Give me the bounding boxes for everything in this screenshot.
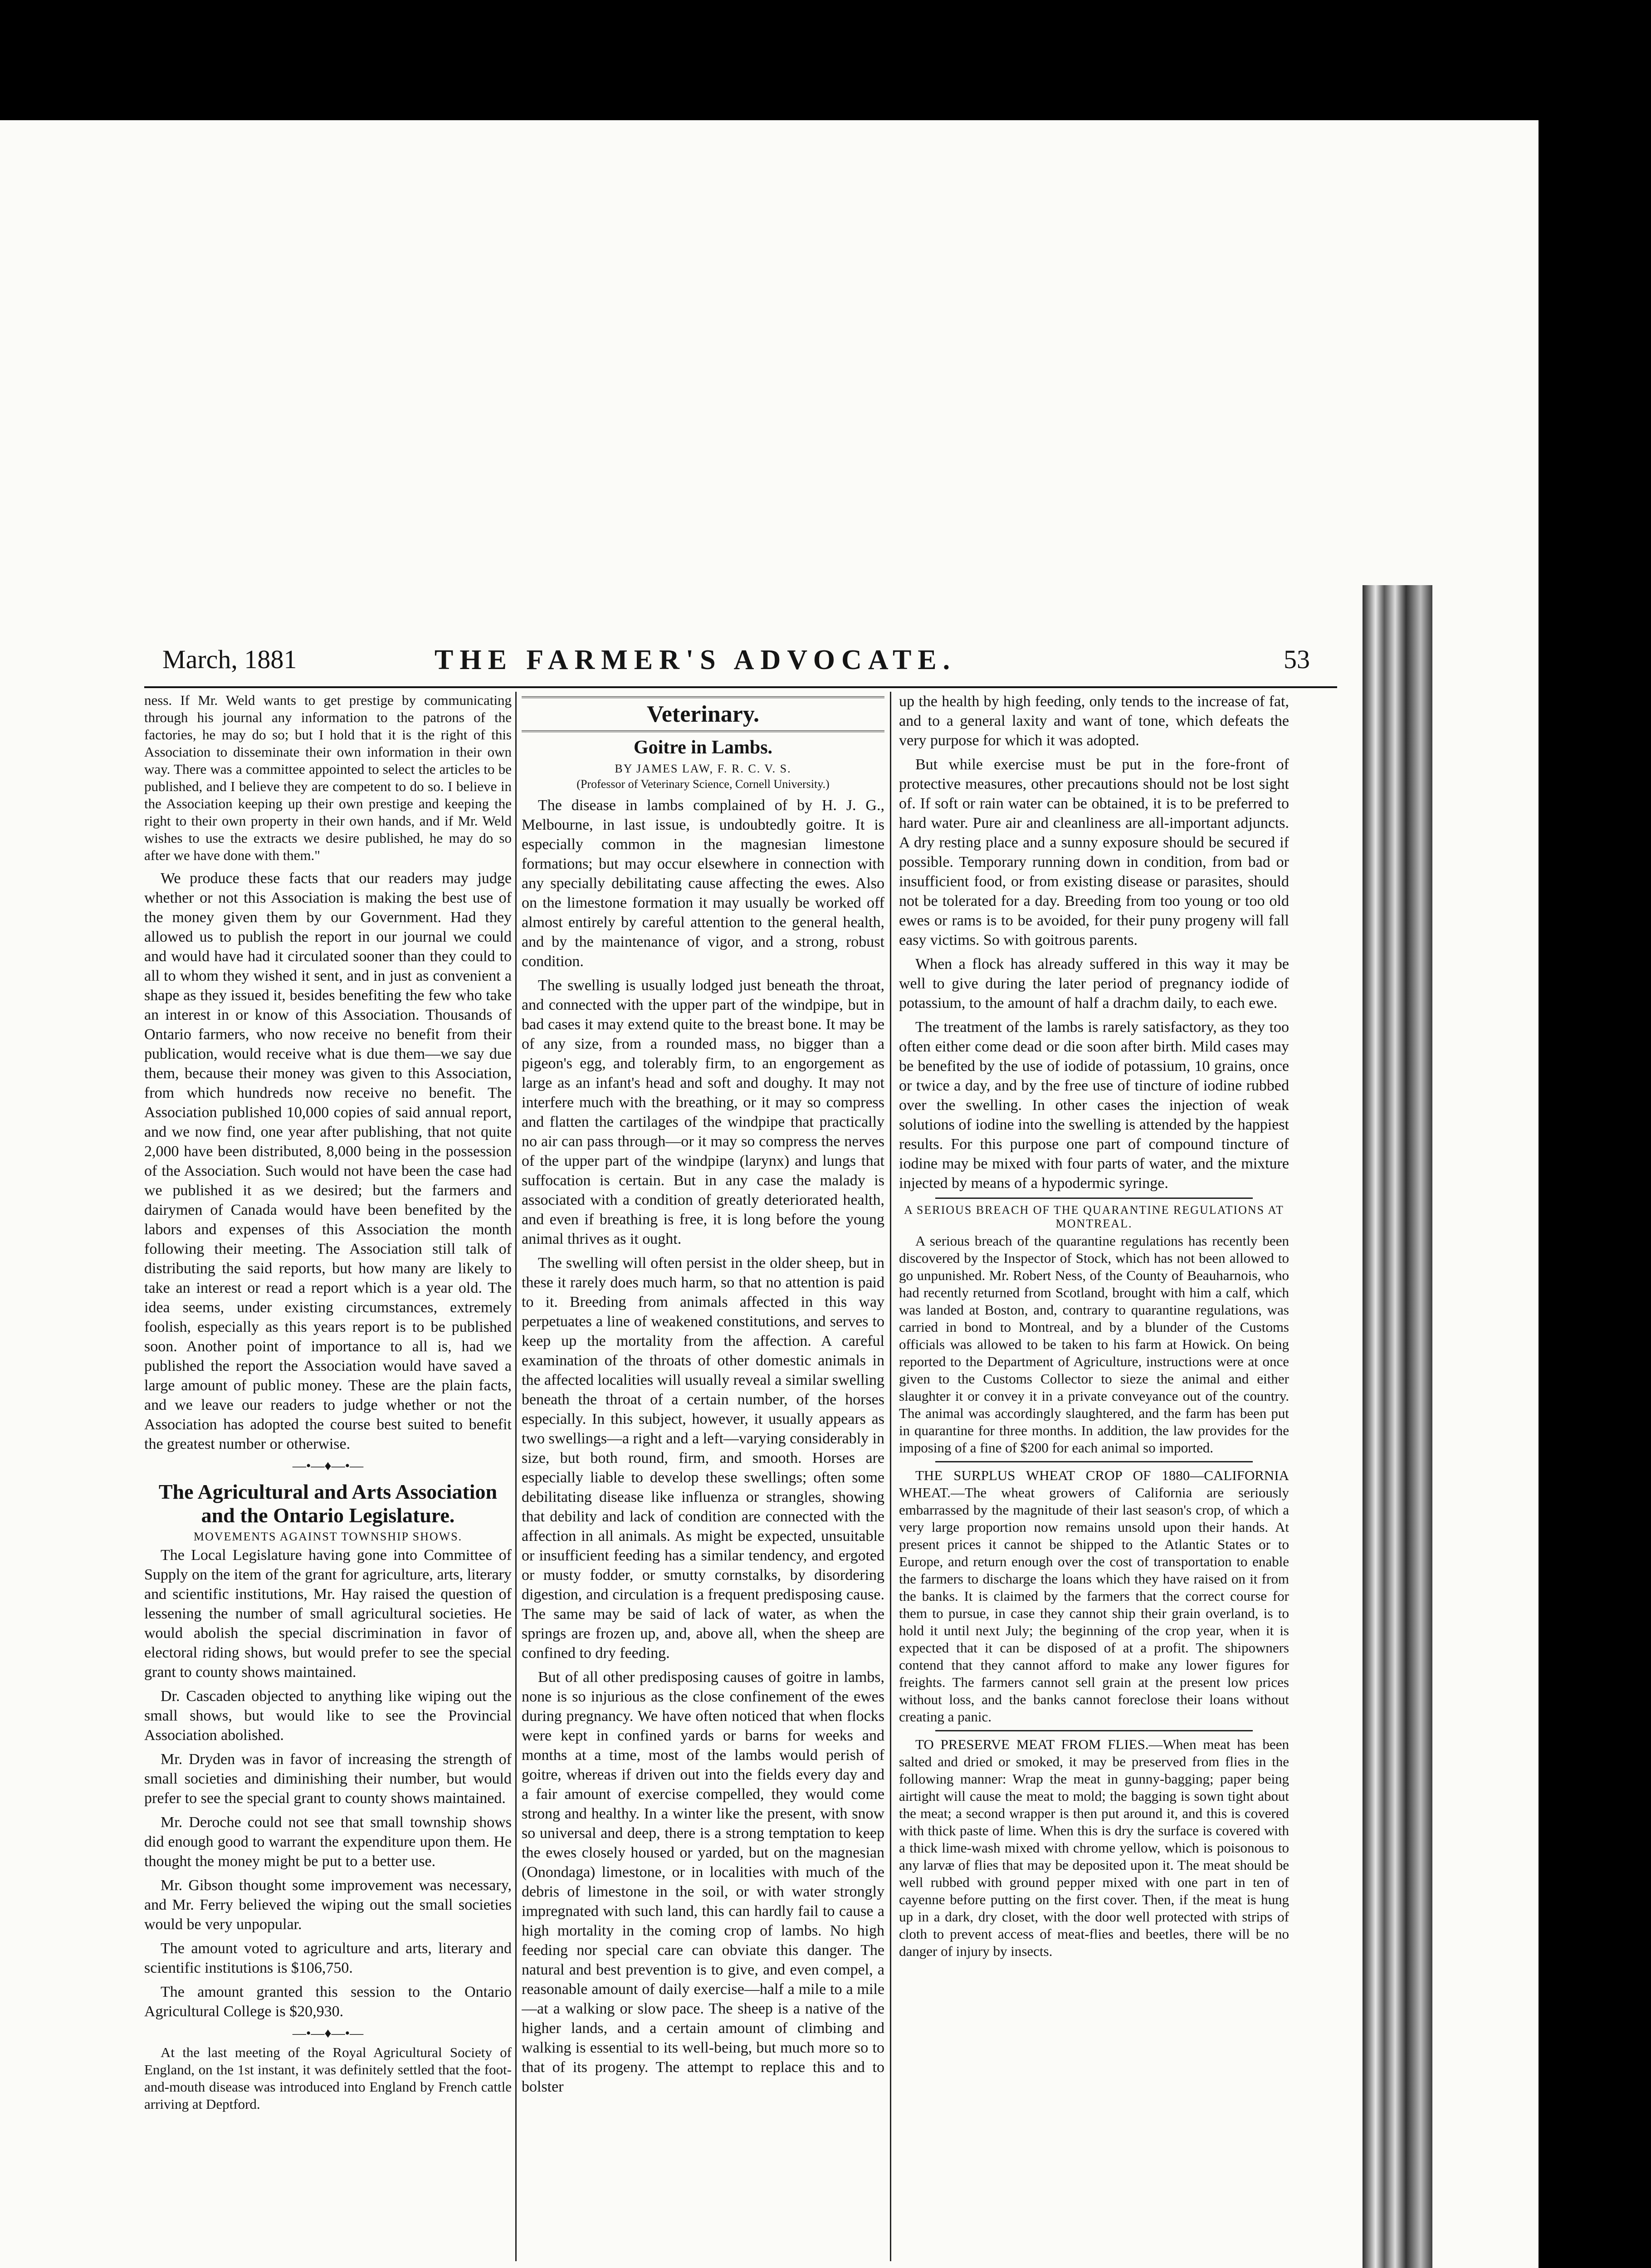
article-heading: The Agricultural and Arts Association and the Ontario Legislature. [158, 1480, 498, 1527]
paragraph: At the last meeting of the Royal Agricultural Society of England, on the 1st instant, it was definitely settled that the foot-and-mouth disease was introduced into England by French cattle arriving at Deptford. [144, 2044, 512, 2112]
book-spine [1363, 585, 1435, 2268]
paragraph: up the health by high feeding, only tends to the increase of fat, and to a general laxity and want of tone, which defeats the very purpose for which it was adopted. [899, 693, 1289, 749]
column-middle [522, 692, 884, 2261]
paragraph: The disease in lambs complained of by H. J. G., Melbourne, in last issue, is undoubtedly goitre. It is especially common in the magnesian limestone formations; but may occur elsewhere in connection with any specially debilitating cause affecting the ewes. Also on the limestone formation it may usually be worked off almost entirely by careful attention to the general health, and by the maintenance of vigor, and a strong, robust condition. [522, 797, 884, 970]
section-ornament: —•—♦—•— [292, 2026, 364, 2041]
page-header [144, 644, 1337, 680]
article-subheading: A SERIOUS BREACH OF THE QUARANTINE REGULATIONS AT MONTREAL. [904, 1203, 1284, 1230]
paragraph: Mr. Gibson thought some improvement was necessary, and Mr. Ferry believed the wiping out the small societies would be very unpopular. [144, 1877, 512, 1933]
issue-date: March, 1881 [162, 645, 297, 674]
paragraph: Mr. Deroche could not see that small township shows did enough good to warrant the expenditure upon them. He thought the money might be put to a better use. [144, 1814, 512, 1870]
paragraph: A serious breach of the quarantine regulations has recently been discovered by the Inspector of Stock, which has not been allowed to go unpunished. Mr. Robert Ness, of the County of Beauharnois, who had recently returned from Scotland, brought with him a calf, which was landed at Boston, and, contrary to quarantine regulations, was carried in bond to Montreal, and by a blunder of the Customs officials was allowed to be taken to his farm at Howick. On being reported to the Department of Agriculture, instructions were at once given to the Customs Collector to sieze the animal and either slaughter it or convey it in a private conveyance out of the country. The animal was accordingly slaughtered, and the farm has been put in quarantine for three months. In addition, the law provides for the imposing of a fine of $200 for each animal so imported. [899, 1233, 1289, 1456]
book-edge [1432, 585, 1443, 2268]
paragraph: TO PRESERVE MEAT FROM FLIES.—When meat has been salted and dried or smoked, it may be preserved from flies in the following manner: Wrap the meat in gunny-bagging; paper being airtight will cause the meat to mold; the bagging is sown tight about the meat; a second wrapper is then put around it, and this is covered with thick paste of lime. When this is dry the surface is covered with a thick lime-wash mixed with chrome yellow, which is poisonous to any larvæ of flies that may be deposited upon it. The meat should be well rubbed with ground pepper mixed with one part in ten of cayenne before putting on the first cover. Then, if the meat is hung up in a dark, dry closet, with the door well protected with strips of cloth to prevent access of meat-flies and beetles, there will be no danger of injury by insects. [899, 1736, 1289, 1959]
column-left [144, 692, 512, 2261]
paragraph: ness. If Mr. Weld wants to get prestige by communicating through his journal any information to the patrons of the factories, he may do so; but I hold that it is the right of this Association to disseminate their own information in their own way. There was a committee appointed to select the articles to be published, and I believe they are competent to do so. I believe in the Association keeping up their own prestige and keeping the right to their own property in their own hands, and if Mr. Weld wishes to use the extracts we desire published, he may do so after we have done with them." [144, 692, 512, 863]
paragraph: The amount voted to agriculture and arts, literary and scientific institutions is $106,750. [144, 1940, 512, 1976]
divider-rule [935, 1461, 1253, 1462]
divider-rule [935, 1198, 1253, 1199]
paragraph: But while exercise must be put in the fore-front of protective measures, other precautions should not be lost sight of. If soft or rain water can be obtained, it is to be preferred to hard water. Pure air and cleanliness are all-important adjuncts. A dry resting place and a sunny exposure should be secured if possible. Temporary running down in condition, from bad or insufficient food, or from existing disease or parasites, should not be tolerated for a day. Breeding from too young or too old ewes or rams is to be avoided, for their puny progeny will fall easy victims. So with goitrous parents. [899, 756, 1289, 948]
author-affiliation: (Professor of Veterinary Science, Cornell University.) [576, 777, 830, 791]
paragraph: Mr. Dryden was in favor of increasing the strength of small societies and diminishing their number, but would prefer to see the special grant to county shows maintained. [144, 1751, 512, 1807]
masthead-title: THE FARMER'S ADVOCATE. [435, 645, 957, 675]
paragraph: The Local Legislature having gone into Committee of Supply on the item of the grant for agriculture, arts, literary and scientific institutions, Mr. Hay raised the question of lessening the number of small agricultural societies. He would abolish the special discrimination in favor of electoral riding shows, but would prefer to see the special grant to county shows maintained. [144, 1547, 512, 1681]
paragraph: But of all other predisposing causes of goitre in lambs, none is so injurious as the close confinement of the ewes during pregnancy. We have often noticed that when flocks were kept in confined yards or barns for weeks and months at a time, most of the lambs would perish of goitre, whereas if driven out into the fields every day and a fair amount of exercise compelled, they would come strong and healthy. In a winter like the present, with snow so universal and deep, there is a strong temptation to keep the ewes closely housed or yarded, but on the magnesian (Onondaga) limestone, or in localities with much of the debris of limestone in the soil, or with water strongly impregnated with such land, this can hardly fail to cause a high mortality in the coming crop of lambs. No high feeding nor special care can obviate this danger. The natural and best prevention is to give, and even compel, a reasonable amount of daily exercise—half a mile to a mile—at a walking or slow pace. The sheep is a native of the higher lands, and a certain amount of climbing and walking is essential to its well-being, but much more so to that of its progeny. The attempt to replace this and to bolster [522, 1669, 884, 2095]
paragraph: The treatment of the lambs is rarely satisfactory, as they too often either come dead or die soon after birth. Mild cases may be benefited by the use of iodide of potassium, 10 grains, once or twice a day, and by the free use of tincture of iodine rubbed over the swelling. In other cases the injection of weak solutions of iodine into the swelling is attended by the happiest results. For this purpose one part of compound tincture of iodine may be mixed with four parts of water, and the mixture injected by means of a hypodermic syringe. [899, 1019, 1289, 1192]
column-divider [515, 692, 517, 2261]
paragraph: The swelling will often persist in the older sheep, but in these it rarely does much harm, so that no attention is paid to it. Breeding from animals affected in this way perpetuates a line of weakened constitutions, and serves to keep up the mortality from the affection. A careful examination of the throats of other domestic animals in the affected localities will usually reveal a similar swelling beneath the throat of a certain number, of the horses especially. In this subject, however, it usually appears as two swellings—a right and a left—varying considerably in size, but both round, firm, and smooth. Horses are especially liable to develop these swellings; often some debilitating disease like influenza or strangles, showing that debility and lack of condition are connected with the affection in all animals. As might be expected, unsuitable or insufficient feeding has a similar tendency, and ergoted or musty fodder, or smutty cornstalks, by disordering digestion, and circulation is a frequent predisposing cause. The same may be said of lack of water, as when the springs are frozen up, and, above all, when the sheep are confined to dry feeding. [522, 1255, 884, 1662]
paragraph: The amount granted this session to the Ontario Agricultural College is $20,930. [144, 1984, 512, 2020]
column-right [899, 692, 1289, 2261]
paragraph: When a flock has already suffered in this way it may be well to give during the later period of pregnancy iodide of potassium, to the amount of half a drachm daily, to each ewe. [899, 956, 1289, 1012]
column-divider [890, 692, 891, 2261]
paragraph: The swelling is usually lodged just beneath the throat, and connected with the upper part of the windpipe, but in bad cases it may extend quite to the breast bone. It may be of any size, from a rounded mass, no bigger than a pigeon's egg, and tolerably firm, to an engorgement as large as an infant's head and soft and doughy. It may not interfere much with the breathing, or it may so compress and flatten the cartilages of the windpipe that practically no air can pass through—or it may so compress the nerves of the upper part of the windpipe (larynx) and lungs that suffocation is certain. But in any case the malady is associated with a condition of greatly deteriorated health, and even if breathing is free, it is long before the young animal thrives as it ought. [522, 977, 884, 1247]
department-heading: Veterinary. [522, 696, 884, 732]
newspaper-page [144, 583, 1337, 2268]
section-ornament: —•—♦—•— [292, 1458, 364, 1473]
article-heading: Goitre in Lambs. [633, 737, 773, 758]
paragraph: THE SURPLUS WHEAT CROP OF 1880—CALIFORNIA WHEAT.—The wheat growers of California are seriously embarrassed by the magnitude of their last season's crop, of which a very large proportion now remains unsold upon their hands. At present prices it cannot be shipped to the Atlantic States or to Europe, and return enough over the cost of transportation to enable the farmers to discharge the loans which they have raised on it from the banks. It is claimed by the farmers that the correct course for them to pursue, in case they cannot ship their grain overland, is to hold it until next July; the beginning of the crop year, when it is expected that it can be disposed of at a profit. The shipowners contend that they cannot afford to make any lower figures for freights. The farmers cannot sell grain at the present low prices without loss, and the banks cannot foreclose their loans without creating a panic. [899, 1467, 1289, 1725]
page-number: 53 [1284, 645, 1310, 674]
paragraph: Dr. Cascaden objected to anything like wiping out the small shows, but would like to see the Provincial Association abolished. [144, 1688, 512, 1744]
article-subheading: MOVEMENTS AGAINST TOWNSHIP SHOWS. [193, 1530, 463, 1543]
paragraph: We produce these facts that our readers may judge whether or not this Association is making the best use of the money given them by our Government. Had they allowed us to publish the report in our journal we could and would have had it circulated sooner than they could to all to whom they wished it sent, and in just as convenient a shape as they issued it, besides benefiting the few who take an interest in or know of this Association. Thousands of Ontario farmers, who now receive no benefit from their publication, would receive what is due them—we say due them, because their money was given to this Association, from which hundreds now receive no benefit. The Association published 10,000 copies of said annual report, and we now find, one year after publishing, that not quite 2,000 have been distributed, 8,000 being in the possession of the Association. Such would not have been the case had we published it as we desired; but the farmers and dairymen of Canada would have been benefited by the labors and expenses of this Association the month following their meeting. The Association still talk of distributing the said reports, but how many are likely to take an interest or read a report which is a year old. The idea seems, under existing circumstances, extremely foolish, especially as this years report is to be published soon. Another point of importance to all is, had we published the report the Association would have saved a large amount of public money. These are the plain facts, and we leave our readers to judge whether or not the Association has adopted the course best suited to benefit the greatest number or otherwise. [144, 870, 512, 1452]
divider-rule [935, 1730, 1253, 1731]
byline: BY JAMES LAW, F. R. C. V. S. [615, 762, 791, 775]
header-rule [144, 686, 1337, 688]
